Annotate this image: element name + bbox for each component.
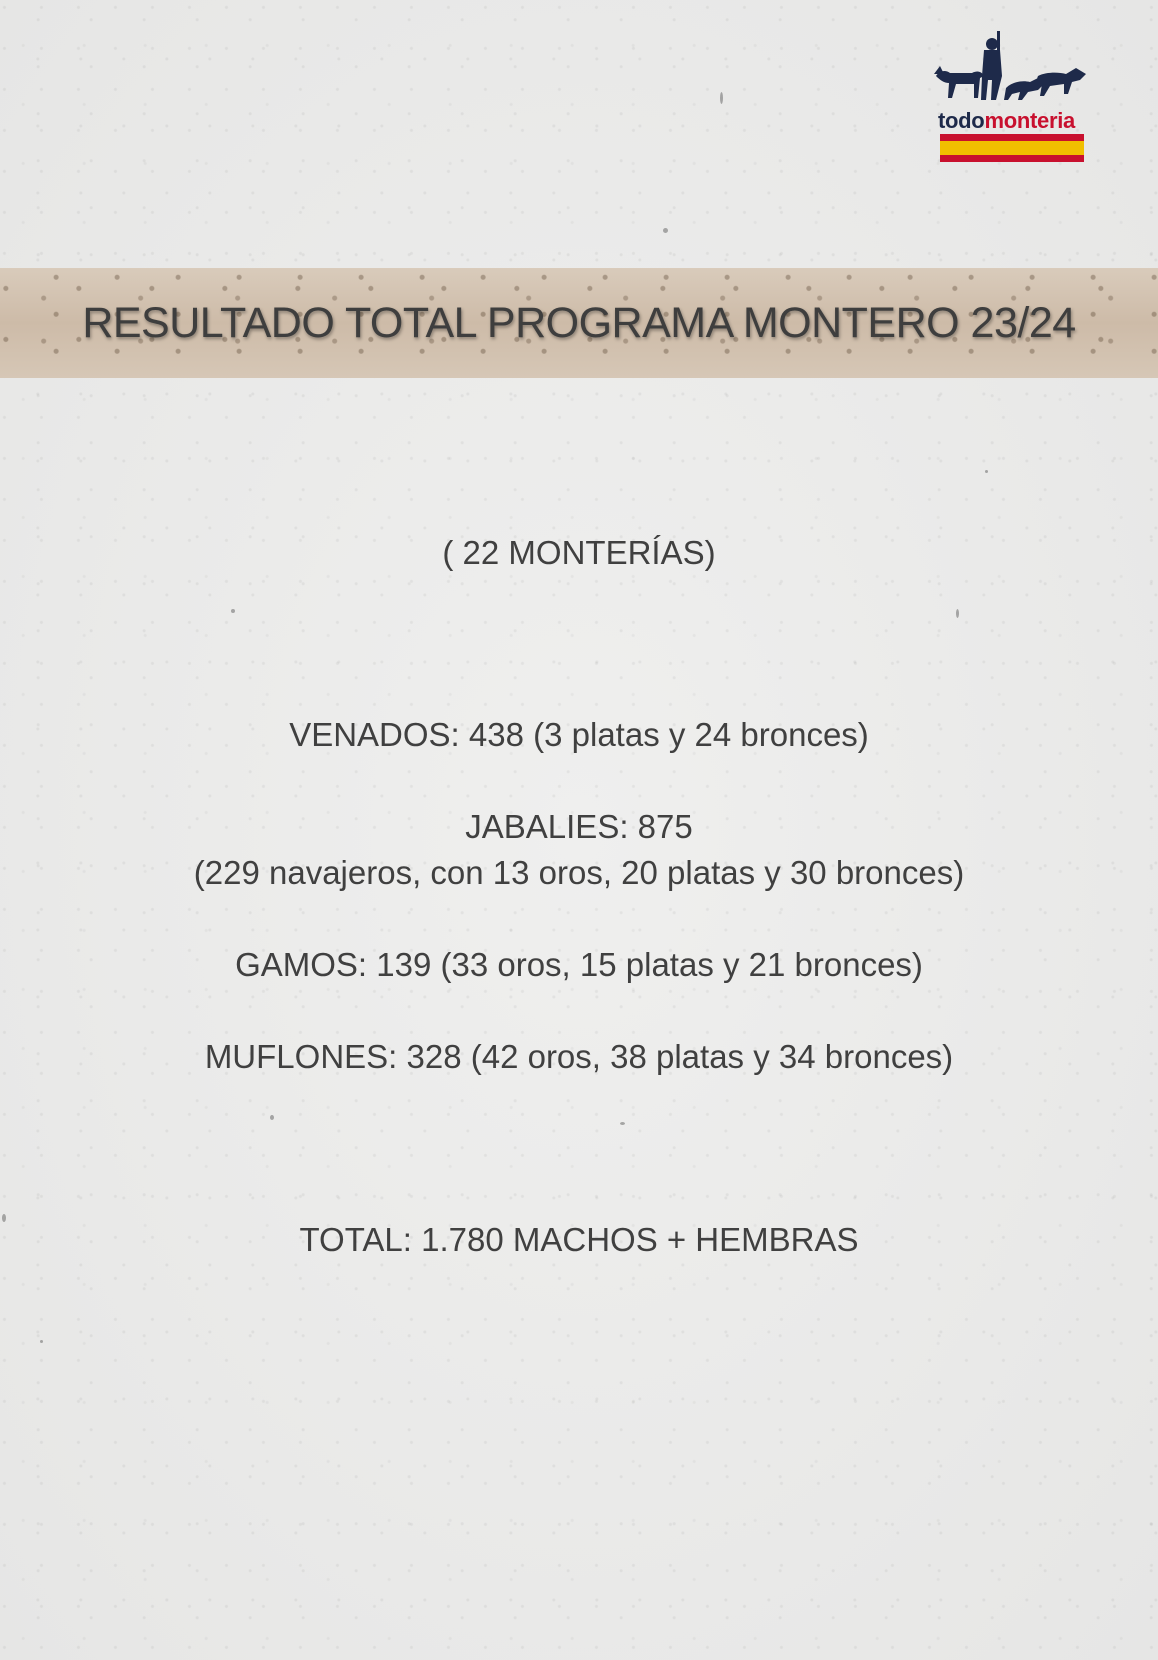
result-muflones: MUFLONES: 328 (42 oros, 38 platas y 34 bronces) <box>204 1038 954 1075</box>
paper-speck <box>956 609 959 618</box>
results-block <box>0 712 1158 758</box>
paper-speck <box>231 609 235 613</box>
paper-speck <box>40 1340 43 1343</box>
paper-speck <box>663 228 668 233</box>
paper-speck <box>620 1122 625 1125</box>
paper-speck <box>720 92 723 104</box>
result-jabalies: JABALIES: 875 <box>465 808 693 845</box>
todomonteria-logo <box>934 28 1090 164</box>
result-venados: VENADOS: 438 (3 platas y 24 bronces) <box>289 716 869 753</box>
result-total: TOTAL: 1.780 MACHOS + HEMBRAS <box>299 1221 859 1258</box>
title-banner <box>0 268 1158 378</box>
result-jabalies-detail: (229 navajeros, con 13 oros, 20 platas y 30 bronces) <box>193 854 965 891</box>
gamos-block <box>0 942 1158 988</box>
logo-text-monteria: monteria <box>984 108 1075 133</box>
total-block <box>0 1217 1158 1263</box>
page-title: RESULTADO TOTAL PROGRAMA MONTERO 23/24 <box>82 298 1076 347</box>
paper-speck <box>985 470 988 473</box>
logo-text-todo: todo <box>938 108 985 133</box>
monterias-count: ( 22 MONTERÍAS) <box>442 534 716 571</box>
muflones-block <box>0 1034 1158 1080</box>
hunter-and-dogs-icon <box>934 28 1090 108</box>
spain-flag-icon <box>940 134 1084 162</box>
jabalies-block <box>0 804 1158 896</box>
logo-wordmark <box>938 108 1075 134</box>
monterias-count-block <box>0 530 1158 576</box>
result-gamos: GAMOS: 139 (33 oros, 15 platas y 21 bronces) <box>235 946 923 983</box>
paper-speck <box>270 1115 274 1120</box>
